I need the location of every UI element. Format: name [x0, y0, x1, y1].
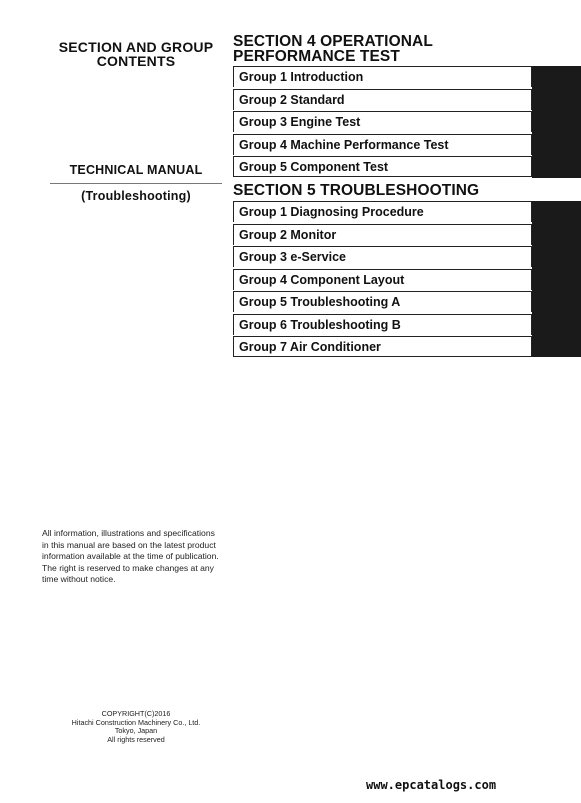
- section-5-group-7[interactable]: Group 7 Air Conditioner: [233, 336, 532, 357]
- section-5-group-3[interactable]: Group 3 e-Service: [233, 246, 532, 267]
- section-5-group-1[interactable]: Group 1 Diagnosing Procedure: [233, 201, 532, 222]
- section-4-group-list: [233, 66, 532, 177]
- title-line-2: CONTENTS: [96, 53, 176, 69]
- copyright-line-1: COPYRIGHT(C)2016: [101, 709, 171, 718]
- section-4-tab-strip[interactable]: [532, 66, 581, 178]
- section-5-group-5[interactable]: Group 5 Troubleshooting A: [233, 291, 532, 312]
- copyright-line-4: All rights reserved: [107, 734, 165, 744]
- copyright-line-2: Hitachi Construction Machinery Co., Ltd.: [71, 717, 201, 727]
- section-4-group-1[interactable]: Group 1 Introduction: [233, 66, 532, 87]
- troubleshooting-subtitle: (Troubleshooting): [81, 189, 191, 203]
- section-5-group-4[interactable]: Group 4 Component Layout: [233, 269, 532, 290]
- section-5-heading-text: SECTION 5 TROUBLESHOOTING: [233, 182, 480, 199]
- technical-manual-divider: [50, 183, 222, 184]
- title-line-1: SECTION AND GROUP: [58, 39, 214, 55]
- section-4-heading-line-2: PERFORMANCE TEST: [233, 48, 400, 65]
- section-4-group-5[interactable]: Group 5 Component Test: [233, 156, 532, 177]
- section-4-group-2[interactable]: Group 2 Standard: [233, 89, 532, 110]
- disclaimer-notice: All information, illustrations and specifications in this manual are based on the latest product information available at the time of publication. The right is reserved to make changes at any time without notice.: [42, 528, 219, 584]
- watermark-text: www.epcatalogs.com: [366, 778, 497, 792]
- section-5-group-2[interactable]: Group 2 Monitor: [233, 224, 532, 245]
- section-group-contents-title: [40, 40, 232, 68]
- section-4-heading-line-1: SECTION 4 OPERATIONAL: [233, 33, 433, 50]
- copyright-block: [50, 710, 222, 744]
- copyright-line-3: Tokyo, Japan: [114, 726, 158, 736]
- section-5-group-6[interactable]: Group 6 Troubleshooting B: [233, 314, 532, 335]
- section-5-tab-strip[interactable]: [532, 201, 581, 357]
- section-5-heading: [233, 183, 479, 198]
- section-4-group-4[interactable]: Group 4 Machine Performance Test: [233, 134, 532, 155]
- section-5-group-list: [233, 201, 532, 357]
- section-4-group-3[interactable]: Group 3 Engine Test: [233, 111, 532, 132]
- section-4-heading: [233, 34, 433, 64]
- technical-manual-label: TECHNICAL MANUAL: [69, 163, 203, 177]
